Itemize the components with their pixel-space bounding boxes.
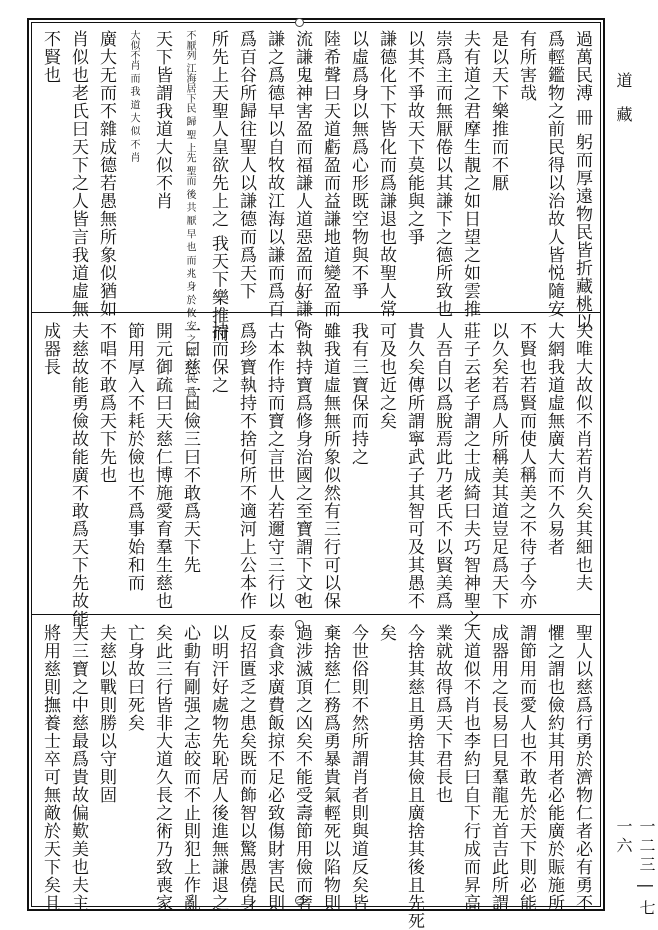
text-column: 我有三寶保而持之 [348,322,368,466]
text-column: 爲百谷所歸往聖人以謙德而爲天下 [236,30,256,300]
text-column: 有所害哉 [516,30,536,102]
text-column: 雖我道虛無無所象似然有三行可以保 [320,322,340,610]
text-column: 夫三寶之中慈最爲貴故偏歎美也夫主 [68,624,88,912]
text-column: 爲輕鑑物之前民得以治故人皆悦隨安 [544,30,564,318]
text-column: 流謙鬼神害盈而福謙人道惡盈而好謙 [292,30,312,318]
text-column: 持而保之 [208,322,228,394]
panel-bottom [36,624,596,930]
text-column: 以虛爲身以無爲心形既空物與不爭 [348,30,368,300]
text-column: 今世俗則不然所謂肖者則與道反矣皆 [348,624,368,912]
text-column: 廣大无而不雜成德若愚無所象似猶如 [96,30,116,318]
text-column: 不賢也 [40,30,60,84]
text-column: 肖似也老氏曰天下之人皆言我道虛無 [68,30,88,318]
text-column: 過萬民溥 冊 躬而厚遠物民皆折藏桃以 [572,30,592,331]
binding-ring-1 [295,18,304,27]
text-column: 矣此三行皆非大道久長之術乃致喪家 [152,624,172,912]
text-column: 一曰慈二曰儉三曰不敢爲天下先 [180,322,200,574]
text-column: 不厭列 江海居下民 歸 聖 上先 聖而 後 共 厭 早 也 而 兆 身 於 攸 安 之 常 以 民 爲 其 [184,30,195,410]
text-column: 人吾自以爲脫焉此乃老氏不以賢美爲 [432,322,452,610]
text-column: 心動有剛强之志皎而不止則犯上作亂 [180,624,200,912]
text-column: 夫慈以戰則勝以守則固 [96,624,116,804]
text-column: 以久矣若爲人所稱美其道豈足爲天下 [488,322,508,610]
text-column: 大似不肖 而 我 道 大 似 不 肖 [128,30,139,163]
text-column: 泰貪求廣費飯掠不足必致傷財害民則 [264,624,284,912]
text-column: 所先上天聖人皇欲先上之 我天下樂推而 [208,30,228,343]
text-column: 夫有道之君摩生靚之如日望之如雲推 [460,30,480,318]
text-column: 夫慈故能勇儉故能廣不敢爲天下先故能 [68,322,88,628]
text-column: 節用厚入不耗於儉也不爲事始和而 [124,322,144,592]
text-column: 業就故得爲天下君長也 [432,624,452,804]
text-column: 古本作持而寶之言世人若邇守三行以 [264,322,284,610]
panel-middle [36,322,596,628]
text-column: 矣 [376,624,396,642]
text-column: 崇爲主而無厭倦以其謙下之德所致也 [432,30,452,318]
text-column: 過涉滅頂之凶矣不能受壽節用儉而奢 [292,624,312,912]
text-column: 以其不爭故天下莫能與之爭 [404,30,424,246]
text-column: 聖人以慈爲行勇於濟物仁者必有勇不 [572,624,592,912]
text-column: 夫唯大故似不肖若肖久矣其細也夫 [572,322,592,592]
text-column: 大道似不肖也李約曰自下行成而昇高 [460,624,480,912]
page-number: 一二三 | 七一六 [614,818,656,919]
text-column: 以明汗好處物先恥居人後進無謙退之 [208,624,228,912]
text-column: 可及也近之矣 [376,322,396,430]
margin-title: 道藏 [614,72,633,140]
text-column: 莊子云老子謂之士成綺曰夫巧智神聖之 [460,322,480,628]
text-column: 陸希聲曰天道虧盈而益謙地道變盈而 [320,30,340,318]
text-column: 貴久矣傳所謂寧武子其智可及其愚不 [404,322,424,610]
text-column: 將用慈則撫養士卒可無敵於天下矣且 [40,624,60,912]
text-column: 謂節用而愛人也不敢先於天下則必能 [516,624,536,912]
text-column: 不唱不敢爲天下先也 [96,322,116,484]
text-column: 棄捨慈仁務爲勇暴貴氣輕死以陷物則 [320,624,340,912]
panel-divider-top [31,312,601,313]
text-column: 成器用之長易曰見羣龍无首吉此所謂 [488,624,508,912]
panel-divider-bottom [31,614,601,615]
text-column: 謙德化下下皆化而爲謙退也故聖人常 [376,30,396,318]
text-column: 天下皆謂我道大似不肖 [152,30,172,210]
text-column: 倚執持寶爲修身治國之至寶謂下文也 [292,322,312,610]
text-column: 大網我道虛無廣大而不久易者 [544,322,564,556]
text-column: 亡身故曰死矣 [124,624,144,732]
text-column: 是以天下樂推而不厭 [488,30,508,192]
text-column: 不賢也若賢而使人稱美之不待子今亦 [516,322,536,610]
text-column: 成器長 [40,322,60,376]
text-column: 懼之謂也儉約其用者必能廣於賑施所 [544,624,564,912]
text-column: 開元御疏曰天慈仁博施愛育羣生慈也 [152,322,172,610]
text-column: 謙之爲德早以自牧故江海以謙而爲百 [264,30,284,318]
text-column: 反招匱乏之患矣既而飾智以驚愚僥身 [236,624,256,912]
text-column: 今捨其慈且勇捨其儉且廣捨其後且先死 [404,624,424,930]
text-column: 爲珍寶執持不捨何所不適河上公本作 [236,322,256,610]
